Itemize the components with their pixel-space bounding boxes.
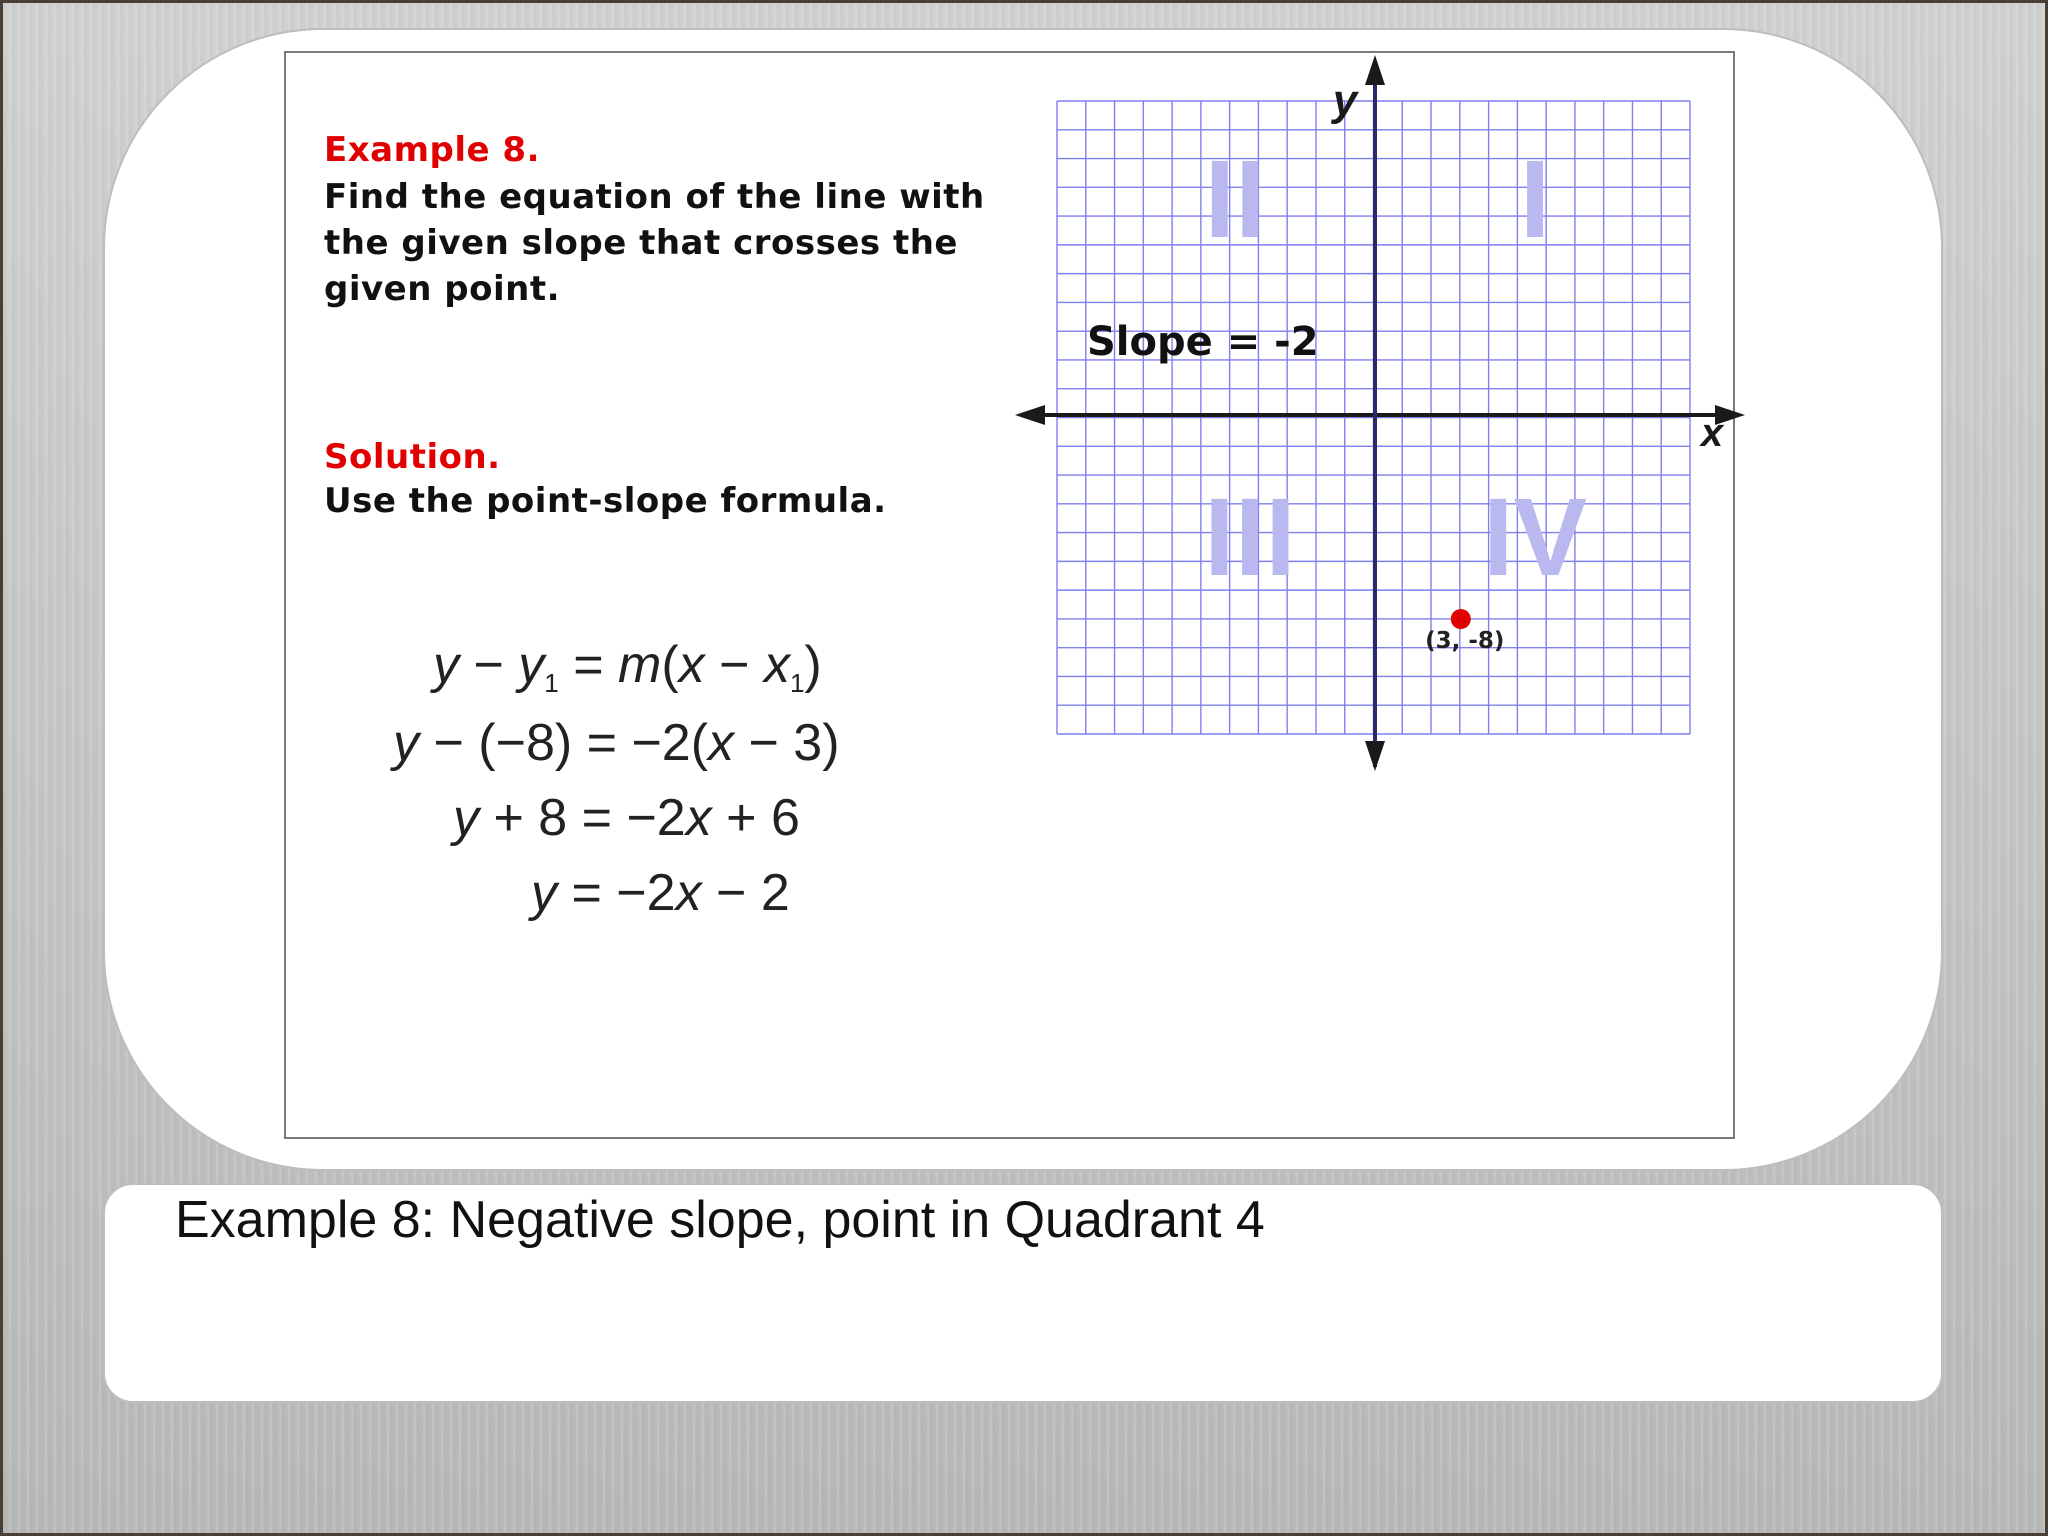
point-marker <box>1451 609 1471 629</box>
caption-panel <box>103 1183 1943 1403</box>
example-heading: Example 8. <box>324 130 540 170</box>
x-axis-arrow-left <box>1015 405 1045 425</box>
equation-line-3: y + 8 = −2x + 6 <box>453 789 800 847</box>
quadrant-label-3: III <box>1204 476 1296 599</box>
y-axis-arrow-bottom <box>1365 741 1385 771</box>
caption-text: Example 8: Negative slope, point in Quadrant 4 <box>175 1191 1265 1249</box>
quadrant-label-1: I <box>1519 138 1551 261</box>
y-axis-label: y <box>1332 76 1358 125</box>
quadrant-label-2: II <box>1204 138 1266 261</box>
problem-line: the given slope that crosses the <box>324 223 958 263</box>
solution-heading: Solution. <box>324 437 501 477</box>
equation-line-4: y = −2x − 2 <box>531 864 790 922</box>
coordinate-plane <box>1015 55 1745 785</box>
equation-line-1: $y - y_1 = m(x - x_1)$ <box>433 636 822 698</box>
equation-line-2: y − (−8) = −2(x − 3) <box>393 714 840 772</box>
problem-line: Find the equation of the line with <box>324 177 985 217</box>
quadrant-label-4: IV <box>1483 476 1587 599</box>
quadrant-labels <box>1204 138 1587 599</box>
x-axis <box>1015 405 1745 425</box>
point-label: (3, -8) <box>1425 628 1505 654</box>
x-axis-label: x <box>1700 411 1724 455</box>
solution-text: Use the point-slope formula. <box>324 481 887 521</box>
y-axis-arrow-top <box>1365 55 1385 85</box>
problem-line: given point. <box>324 269 560 309</box>
problem-statement <box>324 174 985 312</box>
slope-label: Slope = -2 <box>1087 319 1319 365</box>
